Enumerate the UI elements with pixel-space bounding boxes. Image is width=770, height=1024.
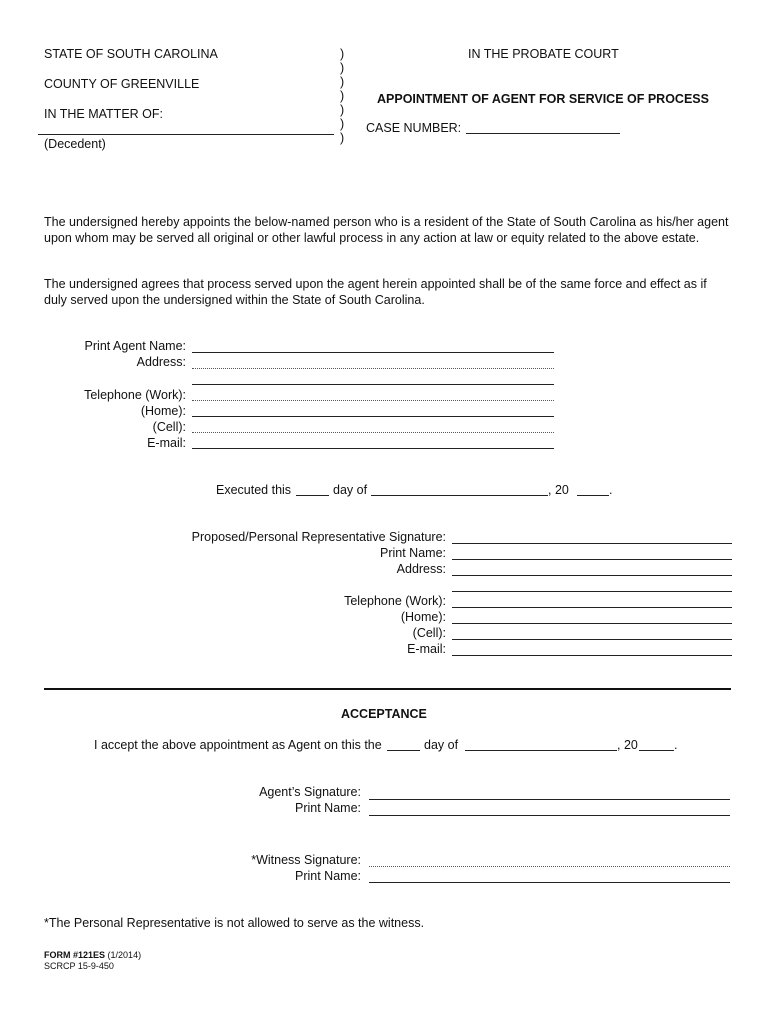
- acceptance-day-line[interactable]: [387, 750, 420, 751]
- agent-name-line[interactable]: [192, 352, 554, 353]
- executed-text-2: day of: [333, 483, 368, 497]
- form-number-date: (1/2014): [107, 950, 142, 960]
- rep-address-label: Address:: [396, 562, 446, 576]
- agent-email-label: E-mail:: [147, 436, 186, 450]
- rep-email-label: E-mail:: [407, 642, 446, 656]
- executed-text-1: Executed this: [216, 483, 292, 497]
- acceptance-text-4: .: [674, 738, 678, 752]
- rep-signature-label: Proposed/Personal Representative Signature:: [191, 530, 446, 544]
- agent-cell-label: (Cell):: [152, 420, 186, 434]
- appointment-paragraph: The undersigned hereby appoints the below-named person who is a resident of the State of South Carolina as his/her agent upon whom may be served all original or other lawful process in any action at law or equity related to the above estate.: [44, 215, 729, 245]
- executed-year-line[interactable]: [577, 495, 609, 496]
- agent-email-line[interactable]: [192, 448, 554, 449]
- agent-address-label: Address:: [136, 355, 186, 369]
- court-label: IN THE PROBATE COURT: [468, 47, 619, 61]
- case-number-label: CASE NUMBER:: [366, 121, 462, 135]
- rep-print-name-label: Print Name:: [380, 546, 446, 560]
- footnote: *The Personal Representative is not allowed to serve as the witness.: [44, 916, 425, 930]
- rep-email-line[interactable]: [452, 655, 732, 656]
- acceptance-title: ACCEPTANCE: [341, 707, 427, 721]
- rep-print-name-line[interactable]: [452, 559, 732, 560]
- agent-print-name-label: Print Name:: [295, 801, 361, 815]
- agreement-paragraph: The undersigned agrees that process served upon the agent herein appointed shall be of the same force and effect as if duly served upon the undersigned within the State of South Carolina.: [44, 277, 707, 307]
- decedent-label: (Decedent): [44, 137, 106, 151]
- acceptance-year-line[interactable]: [639, 750, 674, 751]
- acceptance-text-3: , 20: [617, 738, 638, 752]
- witness-print-name-label: Print Name:: [295, 869, 361, 883]
- section-divider: [44, 688, 731, 690]
- matter-label: IN THE MATTER OF:: [44, 107, 163, 121]
- witness-signature-line[interactable]: [369, 866, 730, 867]
- agent-telephone-work-label: Telephone (Work):: [84, 388, 186, 402]
- case-number-line[interactable]: [466, 133, 620, 134]
- paren-column: ) ) ) ) ) ) ): [340, 47, 345, 145]
- witness-signature-label: *Witness Signature:: [251, 853, 361, 867]
- form-title: APPOINTMENT OF AGENT FOR SERVICE OF PROCESS: [377, 92, 709, 106]
- agent-print-name-line[interactable]: [369, 815, 730, 816]
- acceptance-text-1: I accept the above appointment as Agent on this the: [94, 738, 382, 752]
- acceptance-text-2: day of: [424, 738, 459, 752]
- agent-address-line-2[interactable]: [192, 384, 554, 385]
- agent-address-line-1[interactable]: [192, 368, 554, 369]
- rep-address-line-2[interactable]: [452, 591, 732, 592]
- agent-home-line[interactable]: [192, 416, 554, 417]
- form-number-code: FORM #121ES: [44, 950, 106, 960]
- agent-home-label: (Home):: [140, 404, 186, 418]
- rep-cell-label: (Cell):: [412, 626, 446, 640]
- agent-cell-line[interactable]: [192, 432, 554, 433]
- agent-signature-line[interactable]: [369, 799, 730, 800]
- decedent-name-line[interactable]: [38, 134, 334, 135]
- agent-telephone-work-line[interactable]: [192, 400, 554, 401]
- form-rule: SCRCP 15-9-450: [44, 961, 114, 971]
- rep-home-label: (Home):: [400, 610, 446, 624]
- executed-day-line[interactable]: [296, 495, 329, 496]
- executed-month-line[interactable]: [371, 495, 548, 496]
- rep-telephone-work-line[interactable]: [452, 607, 732, 608]
- executed-text-4: .: [609, 483, 613, 497]
- acceptance-month-line[interactable]: [465, 750, 617, 751]
- county-label: COUNTY OF GREENVILLE: [44, 77, 200, 91]
- witness-print-name-line[interactable]: [369, 882, 730, 883]
- form-number: [44, 950, 141, 960]
- rep-telephone-work-label: Telephone (Work):: [344, 594, 446, 608]
- agent-signature-label: Agent’s Signature:: [259, 785, 361, 799]
- state-label: STATE OF SOUTH CAROLINA: [44, 47, 218, 61]
- rep-signature-line[interactable]: [452, 543, 732, 544]
- rep-home-line[interactable]: [452, 623, 732, 624]
- executed-text-3: , 20: [548, 483, 569, 497]
- rep-cell-line[interactable]: [452, 639, 732, 640]
- rep-address-line-1[interactable]: [452, 575, 732, 576]
- print-agent-name-label: Print Agent Name:: [84, 339, 186, 353]
